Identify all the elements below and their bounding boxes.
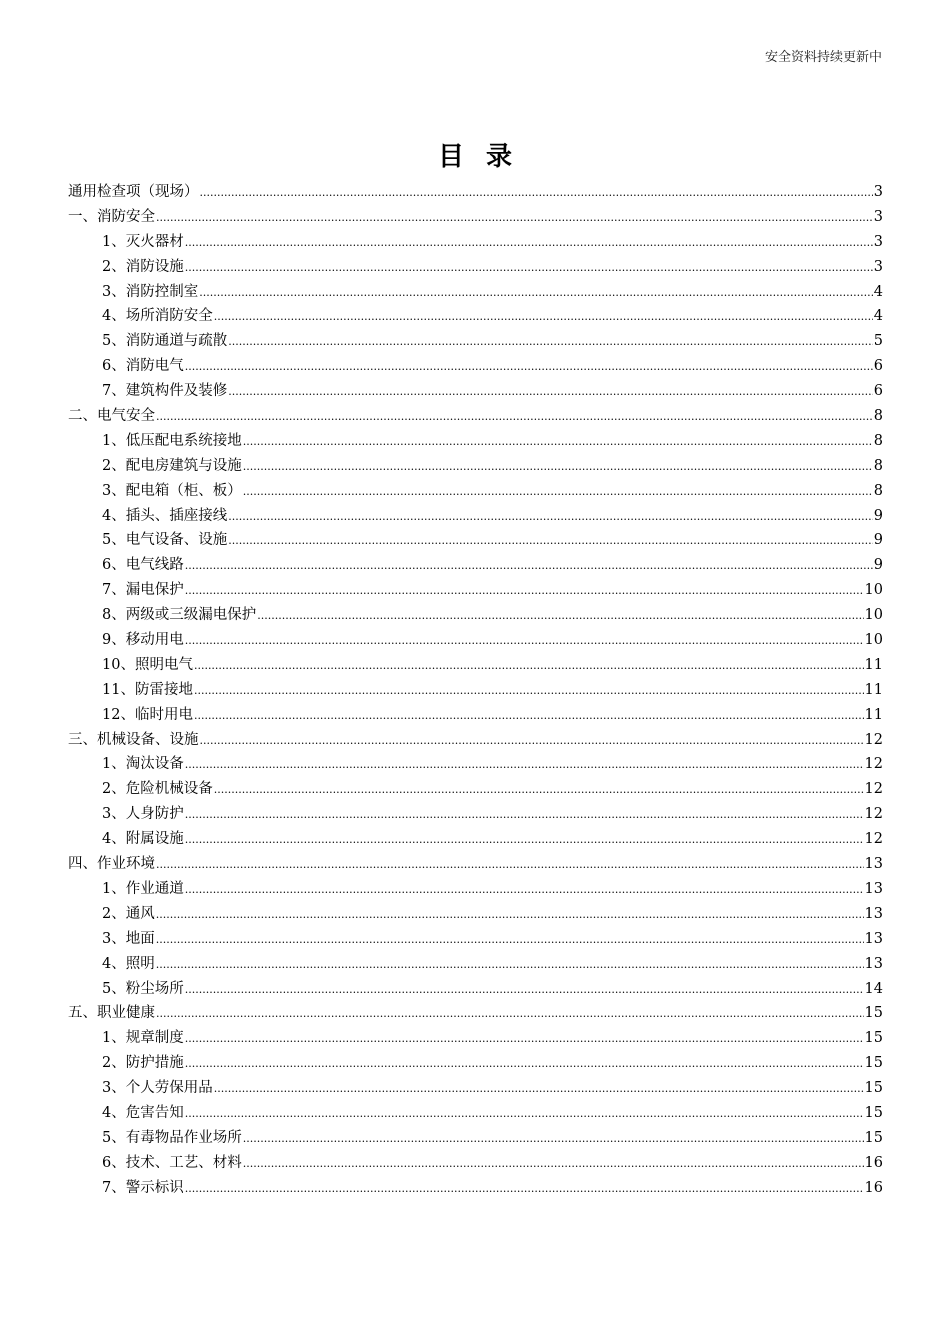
toc-section-entry[interactable] [68,852,883,877]
toc-subsection-entry[interactable] [68,528,883,553]
toc-dot-leader [185,1102,864,1127]
toc-entry-label: 3、人身防护 [102,806,184,823]
toc-dot-leader [156,853,864,878]
toc-entry-label: 3、地面 [102,930,155,947]
toc-entry-label: 3、消防控制室 [102,283,199,300]
toc-subsection-entry[interactable] [68,329,883,354]
toc-entry-label: 6、技术、工艺、材料 [102,1154,242,1171]
toc-entry-label: 2、通风 [102,905,155,922]
toc-entry-page-number: 3 [873,208,883,225]
toc-subsection-entry[interactable] [68,827,883,852]
toc-subsection-entry[interactable] [68,504,883,529]
toc-dot-leader [185,231,873,256]
toc-entry-page-number: 13 [864,856,883,873]
toc-entry-label: 2、消防设施 [102,258,184,275]
toc-subsection-entry[interactable] [68,927,883,952]
toc-subsection-entry[interactable] [68,777,883,802]
toc-dot-leader [214,305,873,330]
toc-entry-label: 12、临时用电 [102,706,193,723]
toc-dot-leader [185,355,873,380]
toc-entry-page-number: 4 [873,283,883,300]
toc-entry-page-number: 12 [864,731,883,748]
toc-dot-leader [214,778,864,803]
toc-entry-label: 通用检查项（现场） [68,184,199,200]
toc-entry-page-number: 15 [864,1055,883,1072]
toc-entry-label: 2、危险机械设备 [102,781,213,798]
toc-dot-leader [228,330,873,355]
toc-entry-label: 三、机械设备、设施 [68,731,199,748]
toc-subsection-entry[interactable] [68,1176,883,1201]
toc-dot-leader [257,604,863,629]
toc-subsection-entry[interactable] [68,479,883,504]
toc-entry-page-number: 6 [873,358,883,375]
toc-entry-label: 6、电气线路 [102,557,184,574]
toc-dot-leader [200,181,873,206]
toc-entry-page-number: 9 [873,507,883,524]
toc-dot-leader [194,654,864,679]
toc-subsection-entry[interactable] [68,802,883,827]
toc-dot-leader [185,629,864,654]
toc-entry-label: 5、有毒物品作业场所 [102,1129,242,1146]
toc-subsection-entry[interactable] [68,578,883,603]
toc-entry-label: 10、照明电气 [102,656,193,673]
toc-dot-leader [156,206,873,231]
toc-entry-page-number: 12 [864,806,883,823]
toc-entry-label: 7、警示标识 [102,1179,184,1196]
toc-subsection-entry[interactable] [68,977,883,1002]
toc-entry-label: 1、淘汰设备 [102,756,184,773]
toc-subsection-entry[interactable] [68,628,883,653]
toc-section-entry[interactable] [68,205,883,230]
toc-entry-label: 二、电气安全 [68,408,155,425]
toc-subsection-entry[interactable] [68,230,883,255]
toc-dot-leader [200,729,864,754]
toc-entry-page-number: 3 [873,233,883,250]
toc-subsection-entry[interactable] [68,1026,883,1051]
toc-dot-leader [185,1027,864,1052]
toc-entry-label: 2、配电房建筑与设施 [102,457,242,474]
toc-subsection-entry[interactable] [68,429,883,454]
toc-dot-leader [194,704,864,729]
toc-entry-page-number: 16 [864,1179,883,1196]
toc-entry-page-number: 9 [873,532,883,549]
toc-dot-leader [214,1077,864,1102]
toc-entry-page-number: 8 [873,482,883,499]
toc-dot-leader [185,579,864,604]
toc-dot-leader [228,529,873,554]
toc-dot-leader [243,1152,864,1177]
toc-dot-leader [185,554,873,579]
toc-entry-label: 四、作业环境 [68,856,155,873]
toc-subsection-entry[interactable] [68,952,883,977]
toc-dot-leader [185,1052,864,1077]
toc-entry-page-number: 15 [864,1080,883,1097]
toc-section-entry[interactable] [68,1001,883,1026]
toc-subsection-entry[interactable] [68,678,883,703]
toc-dot-leader [185,256,873,281]
toc-subsection-entry[interactable] [68,1126,883,1151]
toc-entry-label: 1、低压配电系统接地 [102,432,242,449]
toc-dot-leader [194,679,864,704]
toc-entry-page-number: 13 [864,905,883,922]
toc-entry-page-number: 12 [864,756,883,773]
toc-entry-label: 1、规章制度 [102,1030,184,1047]
toc-entry-label: 3、配电箱（柜、板） [102,482,242,499]
toc-dot-leader [243,430,873,455]
toc-dot-leader [185,828,864,853]
toc-entry-page-number: 3 [873,184,883,200]
toc-entry-label: 3、个人劳保用品 [102,1080,213,1097]
toc-entry-label: 7、漏电保护 [102,582,184,599]
toc-entry-page-number: 10 [864,632,883,649]
toc-entry-label: 4、危害告知 [102,1104,184,1121]
toc-entry-page-number: 5 [873,333,883,350]
toc-subsection-entry[interactable] [68,653,883,678]
toc-entry-label: 8、两级或三级漏电保护 [102,607,257,624]
toc-entry-label: 4、附属设施 [102,831,184,848]
toc-entry-page-number: 12 [864,781,883,798]
toc-dot-leader [156,953,864,978]
toc-dot-leader [185,753,864,778]
toc-subsection-entry[interactable] [68,902,883,927]
toc-dot-leader [185,978,864,1003]
toc-entry-label: 5、电气设备、设施 [102,532,228,549]
toc-entry-label: 五、职业健康 [68,1005,155,1022]
toc-entry-page-number: 15 [864,1005,883,1022]
toc-entry-page-number: 11 [864,681,883,698]
toc-subsection-entry[interactable] [68,703,883,728]
toc-entry-page-number: 13 [864,930,883,947]
toc-subsection-entry[interactable] [68,1101,883,1126]
toc-entry-label: 4、照明 [102,955,155,972]
toc-entry-page-number: 8 [873,432,883,449]
toc-entry-page-number: 15 [864,1129,883,1146]
toc-dot-leader [199,281,873,306]
toc-entry-label: 11、防雷接地 [102,681,193,698]
toc-dot-leader [156,928,864,953]
toc-entry-label: 9、移动用电 [102,632,184,649]
toc-subsection-entry[interactable] [68,752,883,777]
toc-dot-leader [228,505,873,530]
toc-dot-leader [228,380,873,405]
page-title: 目录 [437,142,534,172]
toc-subsection-entry[interactable] [68,304,883,329]
toc-entry-label: 4、场所消防安全 [102,308,213,325]
toc-subsection-entry[interactable] [68,354,883,379]
toc-dot-leader [156,1002,864,1027]
toc-subsection-entry[interactable] [68,603,883,628]
toc-dot-leader [156,405,873,430]
toc-section-entry[interactable] [68,404,883,429]
toc-entry-page-number: 15 [864,1104,883,1121]
toc-entry-label: 2、防护措施 [102,1055,184,1072]
toc-entry-page-number: 11 [864,706,883,723]
toc-entry-page-number: 10 [864,582,883,599]
toc-subsection-entry[interactable] [68,379,883,404]
toc-subsection-entry[interactable] [68,280,883,305]
toc-dot-leader [156,903,864,928]
toc-entry-page-number: 9 [873,557,883,574]
toc-entry-page-number: 14 [864,980,883,997]
toc-entry-page-number: 13 [864,955,883,972]
toc-entry-label: 4、插头、插座接线 [102,507,228,524]
toc-entry-page-number: 3 [873,258,883,275]
toc-entry-page-number: 15 [864,1030,883,1047]
toc-entry-label: 一、消防安全 [68,208,155,225]
toc-dot-leader [185,803,864,828]
toc-dot-leader [243,455,873,480]
toc-subsection-entry[interactable] [68,1151,883,1176]
toc-entry-page-number: 8 [873,408,883,425]
toc-dot-leader [185,1177,864,1202]
toc-entry-page-number: 13 [864,880,883,897]
toc-entry-label: 7、建筑构件及装修 [102,383,228,400]
toc-entry-page-number: 16 [864,1154,883,1171]
toc-entry-label: 5、粉尘场所 [102,980,184,997]
toc-entry-page-number: 10 [864,607,883,624]
toc-entry-label: 1、作业通道 [102,880,184,897]
toc-entry-label: 6、消防电气 [102,358,184,375]
toc-entry-page-number: 8 [873,457,883,474]
toc-section-entry[interactable] [68,728,883,753]
toc-dot-leader [243,1127,864,1152]
toc-subsection-entry[interactable] [68,1051,883,1076]
toc-entry-label: 5、消防通道与疏散 [102,333,228,350]
toc-subsection-entry[interactable] [68,877,883,902]
toc-subsection-entry[interactable] [68,255,883,280]
toc-entry-page-number: 6 [873,383,883,400]
toc-section-entry[interactable] [68,180,883,205]
table-of-contents [68,180,883,1201]
toc-dot-leader [185,878,864,903]
toc-subsection-entry[interactable] [68,553,883,578]
toc-entry-label: 1、灭火器材 [102,233,184,250]
toc-subsection-entry[interactable] [68,454,883,479]
toc-dot-leader [243,480,873,505]
toc-entry-page-number: 4 [873,308,883,325]
toc-entry-page-number: 12 [864,831,883,848]
toc-subsection-entry[interactable] [68,1076,883,1101]
page-header: 安全资料持续更新中 [764,50,882,65]
toc-entry-page-number: 11 [864,656,883,673]
